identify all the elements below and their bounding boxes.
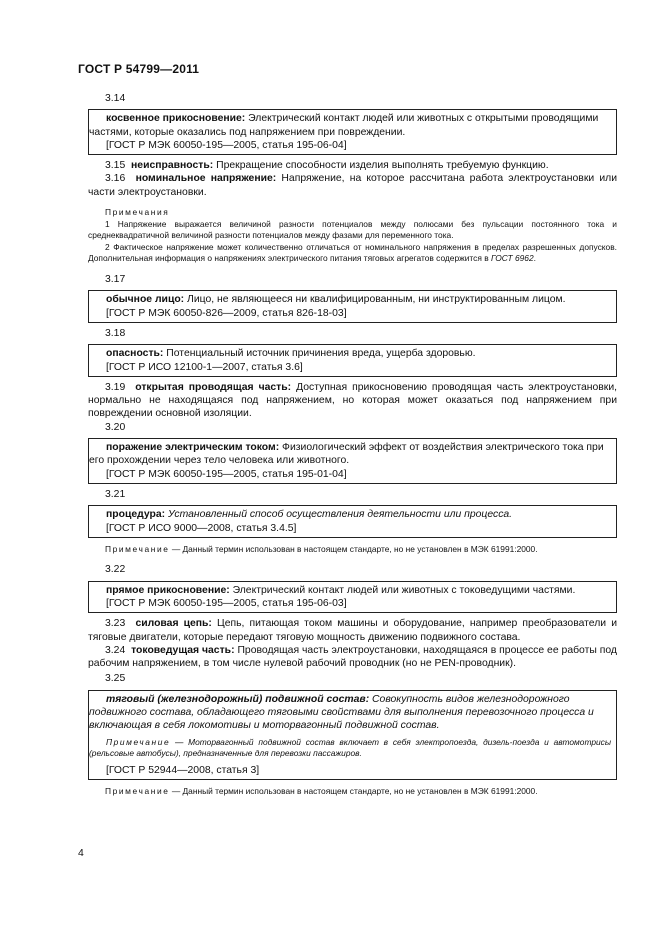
note-3-25: Примечание — Данный термин использован в настоящем стандарте, но не установлен в МЭК 61991:2000.	[105, 786, 538, 797]
term: косвенное прикосновение:	[106, 113, 246, 125]
definition: Проводящая часть электроустановки, находящаяся в процессе ее работы под рабочим напряжением, в том числе нулевой рабочий проводник (но не PEN-проводник).	[88, 644, 617, 670]
definition: Электрический контакт людей или животных с токоведущими частями.	[229, 584, 576, 596]
section-number: 3.20	[105, 421, 126, 433]
document-body	[88, 92, 617, 806]
term: неисправность:	[131, 160, 214, 172]
term: открытая проводящая часть:	[135, 381, 292, 393]
source-reference: [ГОСТ Р МЭК 60050-826—2009, статья 826-18-03]	[106, 307, 347, 319]
note-2: 2 Фактическое напряжение может количественно отличаться от номинального напряжения в пределах разрешенных допусков. Дополнительная информация о напряжениях электрического питания тяговых агрегатов содержится в ГОСТ 6962.	[88, 241, 617, 264]
term-box-3-22	[88, 581, 617, 614]
section-number: 3.18	[105, 327, 126, 339]
entry-3-16	[88, 172, 617, 199]
definition: Совокупность видов железнодорожного подвижного состава, обладающего тяговыми свойствами для выполнения перевозочного процесса и включающая в себя локомотивы и моторвагонный подвижной состав.	[89, 693, 594, 732]
notes-block	[88, 207, 617, 265]
source-reference: [ГОСТ Р 52944—2008, статья 3]	[106, 764, 260, 776]
term-box-3-20	[88, 438, 617, 484]
definition: Электрический контакт людей или животных с открытыми проводящими частями, которые оказались под напряжением при повреждении.	[89, 113, 599, 138]
entry-3-23	[88, 617, 617, 644]
term-box-3-14	[88, 109, 617, 155]
section-number: 3.17	[105, 274, 126, 286]
term: токоведущая часть:	[131, 644, 235, 656]
term: номинальное напряжение:	[135, 173, 277, 185]
term: опасность:	[106, 348, 164, 360]
source-reference: [ГОСТ Р ИСО 12100-1—2007, статья 3.6]	[106, 361, 303, 373]
section-number: 3.15	[105, 160, 126, 172]
term: процедура:	[106, 509, 166, 521]
definition: Прекращение способности изделия выполнять требуемую функцию.	[213, 160, 549, 172]
entry-3-19	[88, 381, 617, 421]
term-box-3-25	[88, 690, 617, 780]
definition: Установленный способ осуществления деятельности или процесса.	[165, 509, 513, 521]
definition: Лицо, не являющееся ни квалифицированным, ни инструктированным лицом.	[184, 294, 566, 306]
note-1: 1 Напряжение выражается величиной разности потенциалов между полюсами без пульсации постоянного тока и среднеквадратичной величиной разности потенциалов между фазами для переменного тока.	[88, 218, 617, 241]
entry-3-15	[88, 159, 617, 172]
definition: Доступная прикосновению проводящая часть электроустановки, нормально не находящаяся под напряжением, но которая может оказаться под напряжением при повреждении основной изоляции.	[88, 381, 618, 420]
section-number: 3.22	[105, 564, 126, 576]
definition: Потенциальный источник причинения вреда, ущерба здоровью.	[163, 348, 476, 360]
term: прямое прикосновение:	[106, 584, 230, 596]
definition: Напряжение, на которое рассчитана работа электроустановки или части электроустановки.	[88, 173, 618, 198]
source-reference: [ГОСТ Р МЭК 60050-195—2005, статья 195-06-03]	[106, 597, 347, 609]
source-reference: [ГОСТ Р МЭК 60050-195—2005, статья 195-06-04]	[106, 139, 347, 151]
note-2-reference: ГОСТ 6962	[490, 253, 534, 264]
term: силовая цепь:	[135, 618, 212, 630]
section-number: 3.23	[105, 618, 126, 630]
entry-3-24	[88, 644, 617, 671]
definition: Цепь, питающая током машины и оборудование, например преобразователи и тяговые двигатели, которые передают тяговую мощность движению подвижного состава.	[88, 618, 618, 643]
notes-label: Примечания	[105, 207, 170, 218]
term: поражение электрическим током:	[106, 442, 280, 454]
section-number: 3.24	[105, 644, 126, 656]
source-reference: [ГОСТ Р ИСО 9000—2008, статья 3.4.5]	[106, 522, 297, 534]
term: тяговый (железнодорожный) подвижной состав:	[106, 693, 370, 705]
document-header: ГОСТ Р 54799—2011	[78, 62, 200, 76]
section-number: 3.21	[105, 488, 126, 500]
section-number: 3.16	[105, 173, 126, 185]
source-reference: [ГОСТ Р МЭК 60050-195—2005, статья 195-01-04]	[106, 468, 347, 480]
term-box-3-18	[88, 344, 617, 377]
section-number: 3.19	[105, 381, 126, 393]
inner-note-3-25: Примечание — Моторвагонный подвижной состав включает в себя электропоезда, дизель-поезда и автомотрисы (рельсовые автобусы), предназначенные для перевозки пассажиров.	[89, 736, 612, 759]
term: обычное лицо:	[106, 294, 185, 306]
section-number: 3.14	[105, 93, 126, 104]
definition: Физиологический эффект от воздействия электрического тока при его прохождении через тело человека или животного.	[89, 442, 604, 467]
term-box-3-21	[88, 505, 617, 538]
section-number: 3.25	[105, 673, 126, 685]
page-number: 4	[78, 848, 84, 859]
note-3-21: Примечание — Данный термин использован в настоящем стандарте, но не установлен в МЭК 61991:2000.	[105, 543, 538, 554]
term-box-3-17	[88, 290, 617, 323]
